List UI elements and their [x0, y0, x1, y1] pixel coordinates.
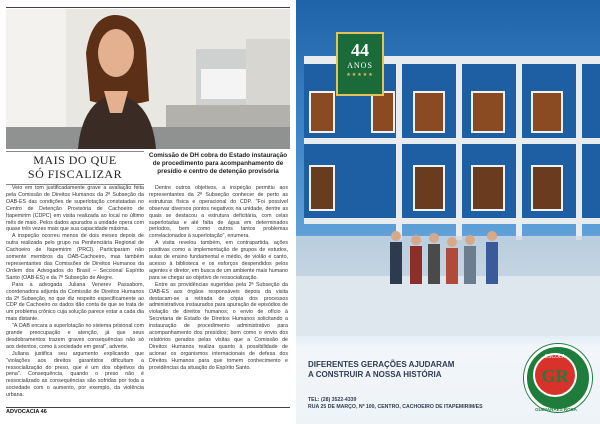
article-column-1	[6, 185, 144, 407]
article-photo	[6, 9, 290, 149]
contact-phone: TEL: (28) 3522-4339	[308, 397, 357, 403]
school-logo-mark	[524, 344, 586, 406]
ad-tagline	[308, 360, 498, 380]
paragraph: Entre as providências sugeridas pela 2ª Subseção da OAB-ES aos órgãos responsáveis depois da visita destacam-se a retirada de cópia dos processos administrativos instaurados para apuração de episódios de violação de direitos humanos; o envio de ofício à Secretaria de Estado de Direitos Humanos solicitando a instauração de procedimento administrativo para acompanhamento dos presídios; bem como o envio dos relatórios gerados pelas visitas que a Comissão de Direitos Humanos realiza quanto à possibilidade de acionar os organismos internacionais de defesa dos Direitos Humanos para que tomem conhecimento e providências da situação do Espírito Santo.	[149, 281, 288, 371]
badge-number: 44	[351, 40, 369, 60]
logo-letters: GR	[541, 366, 569, 386]
footer-rule	[6, 407, 290, 408]
ad-contact	[308, 397, 528, 411]
badge-label: ANOS	[347, 61, 373, 70]
paragraph: Veio em tom justificadamente grave a avaliação feita pela Comissão de Direitos Humanos da 2ª Subseção da OAB-ES das condições de superlotação constatadas no Centro de Detenção Provisória de Cachoeiro de Itapemirim (CDPC) em visita realizada ao local no último mês de maio. Pelos dados apurados a unidade opera com quase três vezes mais que sua capacidade máxima.	[6, 185, 144, 233]
paragraph: "A OAB encara a superlotação no sistema prisional com grande preocupação e atenção, já que seus desdobramentos trazem graves consequências não só aos detentos, como à sociedade em geral", adverte.	[6, 323, 144, 350]
paragraph: Para a advogada Juliana Venerev Passabom, coordenadora adjunta da Comissão de Direitos Humanos da 2ª Subseção, no que diz respeito especificamente ao CDP de Cachoeiro os dados dão conta de que se trata de um problema crônico cuja solução parece estar a cada dia mais distante.	[6, 281, 144, 323]
tagline-line2: A CONSTRUIR A NOSSA HISTÓRIA	[308, 370, 442, 379]
logo-bottom-text: GUIMARÃES ROSA	[535, 407, 577, 412]
badge-stars-icon: ★★★★★	[346, 72, 374, 78]
article-column-2	[149, 185, 288, 410]
section-title-line1: MAIS DO QUE	[33, 153, 117, 167]
article-headline: Comissão de DH cobra do Estado instauração de procedimento para acompanhamento de presídio e centro de detenção provisória	[148, 152, 288, 175]
section-title-line2: SÓ FISCALIZAR	[27, 167, 123, 181]
paragraph: A inspeção ocorreu menos de dois meses depois de outra realizada pelo grupo na Penitenciária Regional de Cachoeiro de Itapemirim (PRCI). Participaram não somente membros da OAB-Cachoeiro, mas também representantes das Comissões de Direitos Humanos da Ordem dos Advogados do Brasil – Seccional Espírito Santo (OAB-ES) e da 7ª Subseção de Alegre.	[6, 233, 144, 281]
page-footer: ADVOCACIA 46	[6, 409, 47, 415]
contact-address: RUA 25 DE MARÇO, Nº 100, CENTRO, CACHOEIRO DE ITAPEMIRIM/ES	[308, 404, 483, 410]
anniversary-badge	[336, 32, 384, 96]
section-title	[6, 153, 144, 181]
school-logo	[524, 344, 592, 412]
logo-top-text: ESCOLA	[544, 354, 566, 360]
title-rule-top	[6, 151, 144, 152]
tagline-line1: DIFERENTES GERAÇÕES AJUDARAM	[308, 360, 455, 369]
paragraph: Juliana justifica seu argumento explicando que "violações aos direitos garantidos dificultam a ressocialização do preso, que é um dos objetivos da pena". Consequência, quando o preso não é ressocializado as consequências são sofridas por toda a sociedade com o aumento, por exemplo, da violência urbana.	[6, 350, 144, 399]
school-advertisement	[296, 0, 600, 424]
top-rule	[6, 7, 290, 8]
paragraph: A visita revelou também, em contrapartida, ações positivas como a implementação de grupos de estudos, aulas de ensino fundamental e médio, de violão e canto, acesso à biblioteca e os esforços despendidos pelos agentes e diretor, em busca de um ambiente mais humano para se chegar ao objetivo de ressocialização.	[149, 240, 288, 281]
article-page	[0, 0, 295, 424]
paragraph: Dentre outros objetivos, a inspeção permitiu aos representantes da 2ª Subseção conhecer de perto as estruturas física e operacional do CDP. "Foi possível observar diversos pontos negativos na unidade, dentre as quais se destacou a estrutura deficitária, com celas superlotadas e até falta de água em determinados períodos, bem como outros tantos problemas correlacionados à superlotação", enumera.	[149, 185, 288, 240]
